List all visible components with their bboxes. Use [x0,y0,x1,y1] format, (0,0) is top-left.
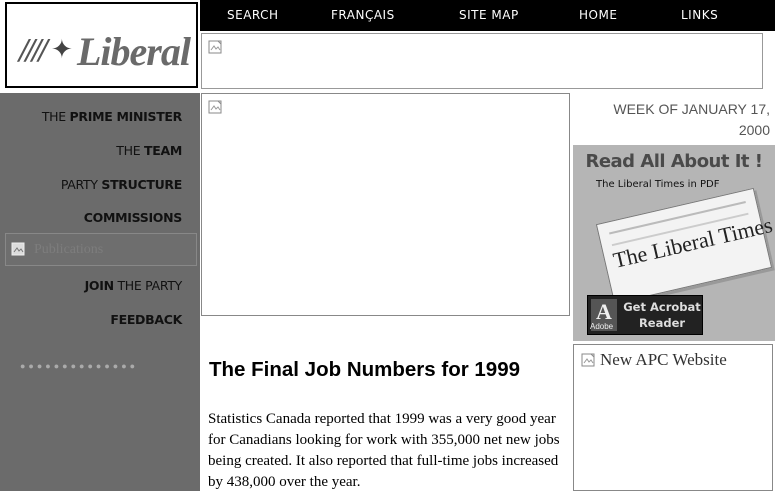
sidebar-item-commissions[interactable] [84,210,182,225]
broken-image-icon [11,242,26,257]
acrobat-line-2: Reader [638,316,686,330]
article-body: Statistics Canada reported that 1999 was a very good year for Canadians looking for work with 355,000 net new jobs being created. It also reported that full-time jobs increased by 438,000 over the year. [208,411,560,490]
acrobat-line-1: Get Acrobat [623,300,701,314]
liberal-times-promo[interactable] [573,145,775,341]
sidebar-nav [0,93,200,491]
sidebar-item-label: PRIME MINISTER [69,109,182,124]
sidebar-item-label: COMMISSIONS [83,210,182,225]
main-image-frame [201,93,570,316]
acrobat-button-label [622,299,702,331]
acrobat-logo-icon: A [591,299,617,331]
newspaper-image [596,188,775,304]
week-date-label: WEEK OF JANUARY 17, 2000 [613,101,770,138]
newspaper-title: The Liberal Times [610,211,775,273]
get-acrobat-reader-button[interactable] [587,295,703,335]
liberal-logo[interactable] [5,2,198,88]
broken-image-icon [208,100,223,115]
sidebar-dot-divider: ●●●●●●●●●●●●●● [20,361,139,371]
nav-links-link[interactable]: LINKS [681,8,719,22]
nav-francais-link[interactable]: FRANÇAIS [331,8,395,22]
apc-website-alt-text: New APC Website [600,350,727,369]
maple-leaf-icon: ✦ [51,34,73,64]
sidebar-item-party-structure[interactable] [61,177,182,192]
sidebar-item-publications[interactable] [5,233,197,266]
sidebar-item-suffix: THE PARTY [113,278,182,293]
sidebar-item-prime-minister[interactable] [42,109,182,124]
publications-alt-text: Publications [34,242,104,257]
sidebar-item-prefix: THE [116,143,145,158]
nav-search-link[interactable]: SEARCH [227,8,279,22]
logo-stripes: //// [19,32,45,69]
nav-site-map-link[interactable]: SITE MAP [459,8,519,22]
sidebar-item-label: TEAM [144,143,182,158]
nav-home-link[interactable]: HOME [579,8,618,22]
new-apc-website-frame[interactable] [573,344,773,491]
promo-heading: Read All About It ! [585,151,763,172]
logo-wordmark: Liberal [77,29,190,74]
sidebar-item-prefix: THE [41,109,70,124]
banner-ad-frame[interactable] [201,33,763,89]
sidebar-item-feedback[interactable] [110,312,182,327]
sidebar-item-label: JOIN [84,278,114,293]
broken-image-icon [581,353,596,368]
promo-subheading: The Liberal Times in PDF [596,179,720,190]
sidebar-item-label: STRUCTURE [101,177,182,192]
sidebar-item-team[interactable] [116,143,182,158]
sidebar-item-label: FEEDBACK [110,312,182,327]
sidebar-item-prefix: PARTY [60,177,102,192]
article-headline[interactable]: The Final Job Numbers for 1999 [209,358,520,381]
top-nav-bar [200,0,775,31]
sidebar-item-join-party[interactable] [85,278,182,293]
broken-image-icon [208,40,223,55]
adobe-label: Adobe [590,322,614,331]
